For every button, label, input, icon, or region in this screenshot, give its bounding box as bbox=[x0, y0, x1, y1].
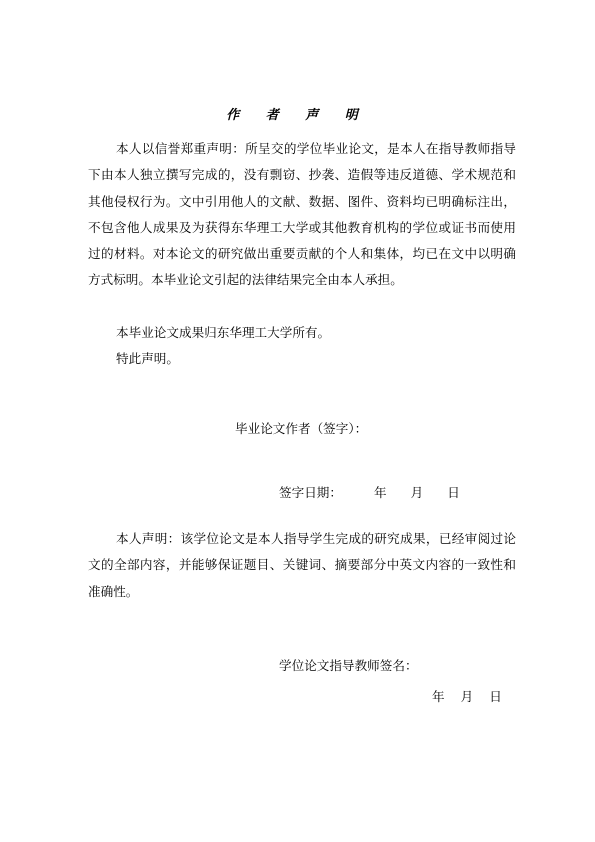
advisor-signature-label: 学位论文指导教师签名： bbox=[279, 658, 418, 673]
declaration-title: 作 者 声 明 bbox=[226, 108, 369, 123]
declaration-paragraph-1: 本人以信誉郑重声明：所呈交的学位毕业论文，是本人在指导教师指导下由本人独立撰写完成的，没有剽窃、抄袭、造假等违反道德、学术规范和其他侵权行为。文中引用他人的文献、数据、图件、资料均已明确标注出，不包含他人成果及为获得东华理工大学或其他教育机构的学位或证书而使用过的材料。对本论文的研究做出重要贡献的个人和集体，均已在文中以明确方式标明。本毕业论文引起的法律结果完全由本人承担。 bbox=[88, 141, 516, 288]
author-signature-label: 毕业论文作者（签字）： bbox=[235, 421, 368, 436]
author-sign-date: 签字日期： 年 月 日 bbox=[279, 485, 460, 500]
advisor-statement: 本人声明：该学位论文是本人指导学生完成的研究成果，已经审阅过论文的全部内容，并能够保证题目、关键词、摘要部分中英文内容的一致性和准确性。 bbox=[88, 531, 516, 599]
advisor-sign-date: 年 月 日 bbox=[432, 689, 502, 704]
declaration-paragraph-2: 本毕业论文成果归东华理工大学所有。 bbox=[116, 325, 331, 340]
declaration-paragraph-3: 特此声明。 bbox=[116, 351, 179, 366]
